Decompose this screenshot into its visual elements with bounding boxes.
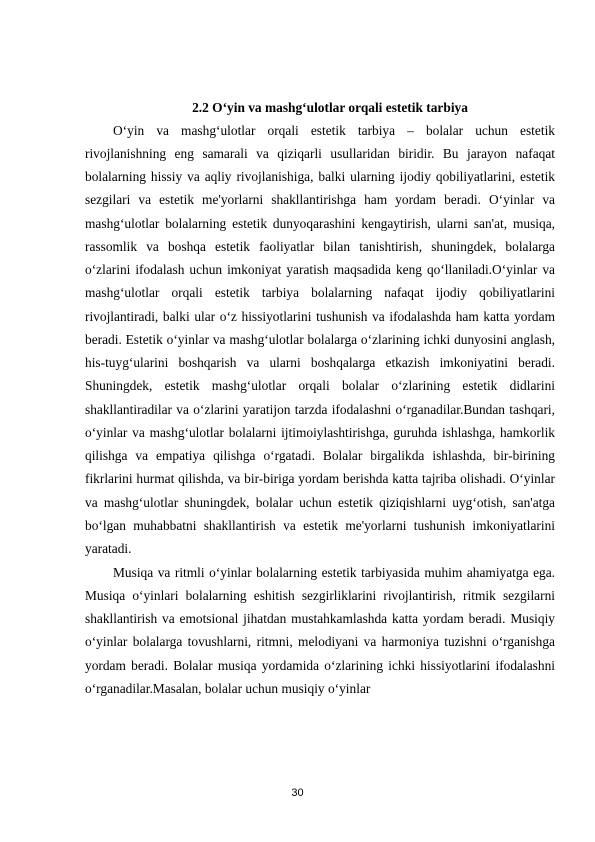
page-number: 30 xyxy=(291,787,304,799)
paragraph: O‘yin va mashg‘ulotlar orqali estetik tarbiya – bolalar uchun estetik rivojlanishning eng samarali va qiziqarli usullaridan biridir. Bu jarayon nafaqat bolalarning hissiy va aqliy rivojlanishiga, balki ularning ijodiy qobiliyatlarini, estetik sezgilari va estetik me'yorlarni shakllantirishga ham yordam beradi. O‘yinlar va mashg‘ulotlar bolalarning estetik dunyoqarashini kengaytirish, ularni san'at, musiqa, rassomlik va boshqa estetik faoliyatlar bilan tanishtirish, shuningdek, bolalarga o‘zlarini ifodalash uchun imkoniyat yaratish maqsadida keng qo‘llaniladi.O‘yinlar va mashg‘ulotlar orqali estetik tarbiya bolalarning nafaqat ijodiy qobiliyatlarini rivojlantiradi, balki ular o‘z hissiyotlarini tushunish va ifodalashda ham katta yordam beradi. Estetik o‘yinlar va mashg‘ulotlar bolalarga o‘zlarining ichki dunyosini anglash, his-tuyg‘ularini boshqarish va ularni boshqalarga etkazish imkoniyatini beradi. Shuningdek, estetik mashg‘ulotlar orqali bolalar o‘zlarining estetik didlarini shakllantiradilar va o‘zlarini yaratijon tarzda ifodalashni o‘rganadilar.Bundan tashqari, o‘yinlar va mashg‘ulotlar bolalarni ijtimoiylashtirishga, guruhda ishlashga, hamkorlik qilishga va empatiya qilishga o‘rgatadi. Bolalar birgalikda ishlashda, bir-birining fikrlarini hurmat qilishda, va bir-biriga yordam berishda katta tajriba olishadi. O‘yinlar va mashg‘ulotlar shuningdek, bolalar uchun estetik qiziqishlarni uyg‘otish, san'atga bo‘lgan muhabbatni shakllantirish va estetik me'yorlarni tushunish imkoniyatlarini yaratadi. xyxy=(85,122,555,557)
section-heading: 2.2 O‘yin va mashg‘ulotlar orqali estetik tarbiya xyxy=(192,100,468,115)
body-text xyxy=(85,119,555,701)
paragraph: Musiqa va ritmli o‘yinlar bolalarning estetik tarbiyasida muhim ahamiyatga ega. Musiqa o‘yinlari bolalarning eshitish sezgirliklarini rivojlantirish, ritmik sezgilarni shakllantirish va emotsional jihatdan mustahkamlashda katta yordam beradi. Musiqiy o‘yinlar bolalarga tovushlarni, ritmni, melodiyani va harmoniya tuzishni o‘rganishga yordam beradi. Bolalar musiqa yordamida o‘zlarining ichki hissiyotlarini ifodalashni o‘rganadilar.Masalan, bolalar uchun musiqiy o‘yinlar xyxy=(85,564,555,696)
